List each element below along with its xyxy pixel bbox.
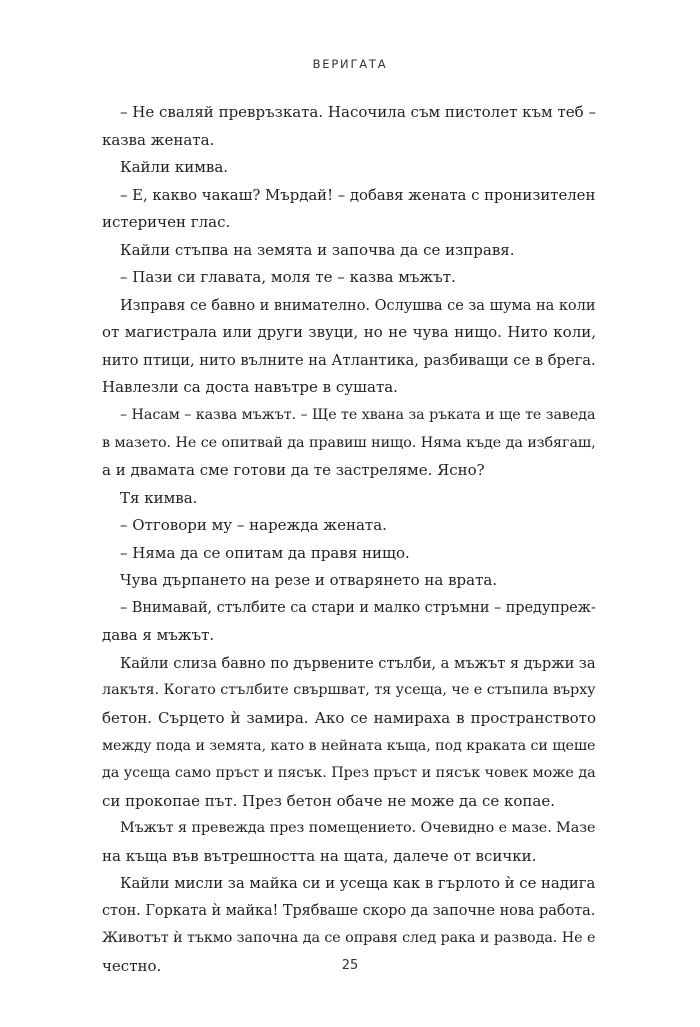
text-line: – Пази си главата, моля те – казва мъжът.: [120, 268, 456, 287]
text-line: стон. Горката ѝ майка! Трябваше скоро да започне нова работа.: [102, 902, 596, 919]
text-line: Кайли слиза бавно по дървените стълби, а мъжът я държи за: [120, 654, 596, 672]
text-line: Изправя се бавно и внимателно. Ослушва се за шума на коли: [120, 296, 596, 314]
text-line: честно.: [102, 956, 162, 975]
text-line: – Отговори му – нарежда жената.: [120, 516, 387, 535]
text-line: Чува дърпането на резе и отварянето на врата.: [120, 571, 498, 590]
text-line: да усеща само пръст и пясък. През пръст и пясък човек може да: [102, 765, 596, 782]
text-line: между пода и земята, като в нейната къща, под краката си щеше: [102, 737, 596, 754]
text-line: Кайли кимва.: [120, 158, 229, 177]
text-line: – Няма да се опитам да правя нищо.: [120, 543, 410, 562]
text-line: си прокопае път. През бетон обаче не може да се копае.: [102, 791, 556, 810]
text-line: – Внимавай, стълбите са стари и малко стръмни – предупреж-: [120, 599, 596, 616]
text-line: казва жената.: [102, 130, 215, 149]
text-line: – Не сваляй превръзката. Насочила съм пистолет към теб –: [120, 103, 596, 121]
text-line: от магистрала или други звуци, но не чува нищо. Нито коли,: [102, 323, 596, 342]
text-line: Животът ѝ тъкмо започна да се оправя след рака и развода. Не е: [102, 930, 596, 947]
text-line: Мъжът я превежда през помещението. Очевидно е мазе. Мазе: [120, 820, 596, 837]
text-line: нито птици, нито вълните на Атлантика, разбиващи се в брега.: [102, 351, 596, 369]
text-line: истеричен глас.: [102, 213, 231, 232]
text-line: Навлезли са доста навътре в сушата.: [102, 378, 398, 397]
text-line: Кайли мисли за майка си и усеща как в гърлото ѝ се надига: [120, 875, 596, 893]
text-line: дава я мъжът.: [102, 626, 215, 645]
page-number: 25: [341, 958, 359, 973]
text-line: Тя кимва.: [120, 488, 198, 507]
text-line: бетон. Сърцето ѝ замира. Ако се намираха в пространството: [102, 709, 596, 728]
text-line: – Е, какво чакаш? Мърдай! – добавя жената с пронизителен: [120, 185, 596, 204]
body-text: [102, 99, 596, 981]
text-line: Кайли стъпва на земята и започва да се изправя.: [120, 240, 515, 259]
text-line: – Насам – казва мъжът. – Ще те хвана за ръката и ще те заведа: [120, 407, 596, 424]
text-line: на къща във вътрешността на щата, далече от всички.: [102, 846, 537, 865]
text-line: а и двамата сме готови да те застреляме. Ясно?: [102, 461, 485, 480]
text-line: в мазето. Не се опитвай да правиш нищо. Няма къде да избягаш,: [102, 434, 596, 451]
running-title: ВЕРИГАТА: [312, 57, 388, 71]
text-line: лакътя. Когато стълбите свършват, тя усеща, че е стъпила върху: [102, 682, 596, 699]
